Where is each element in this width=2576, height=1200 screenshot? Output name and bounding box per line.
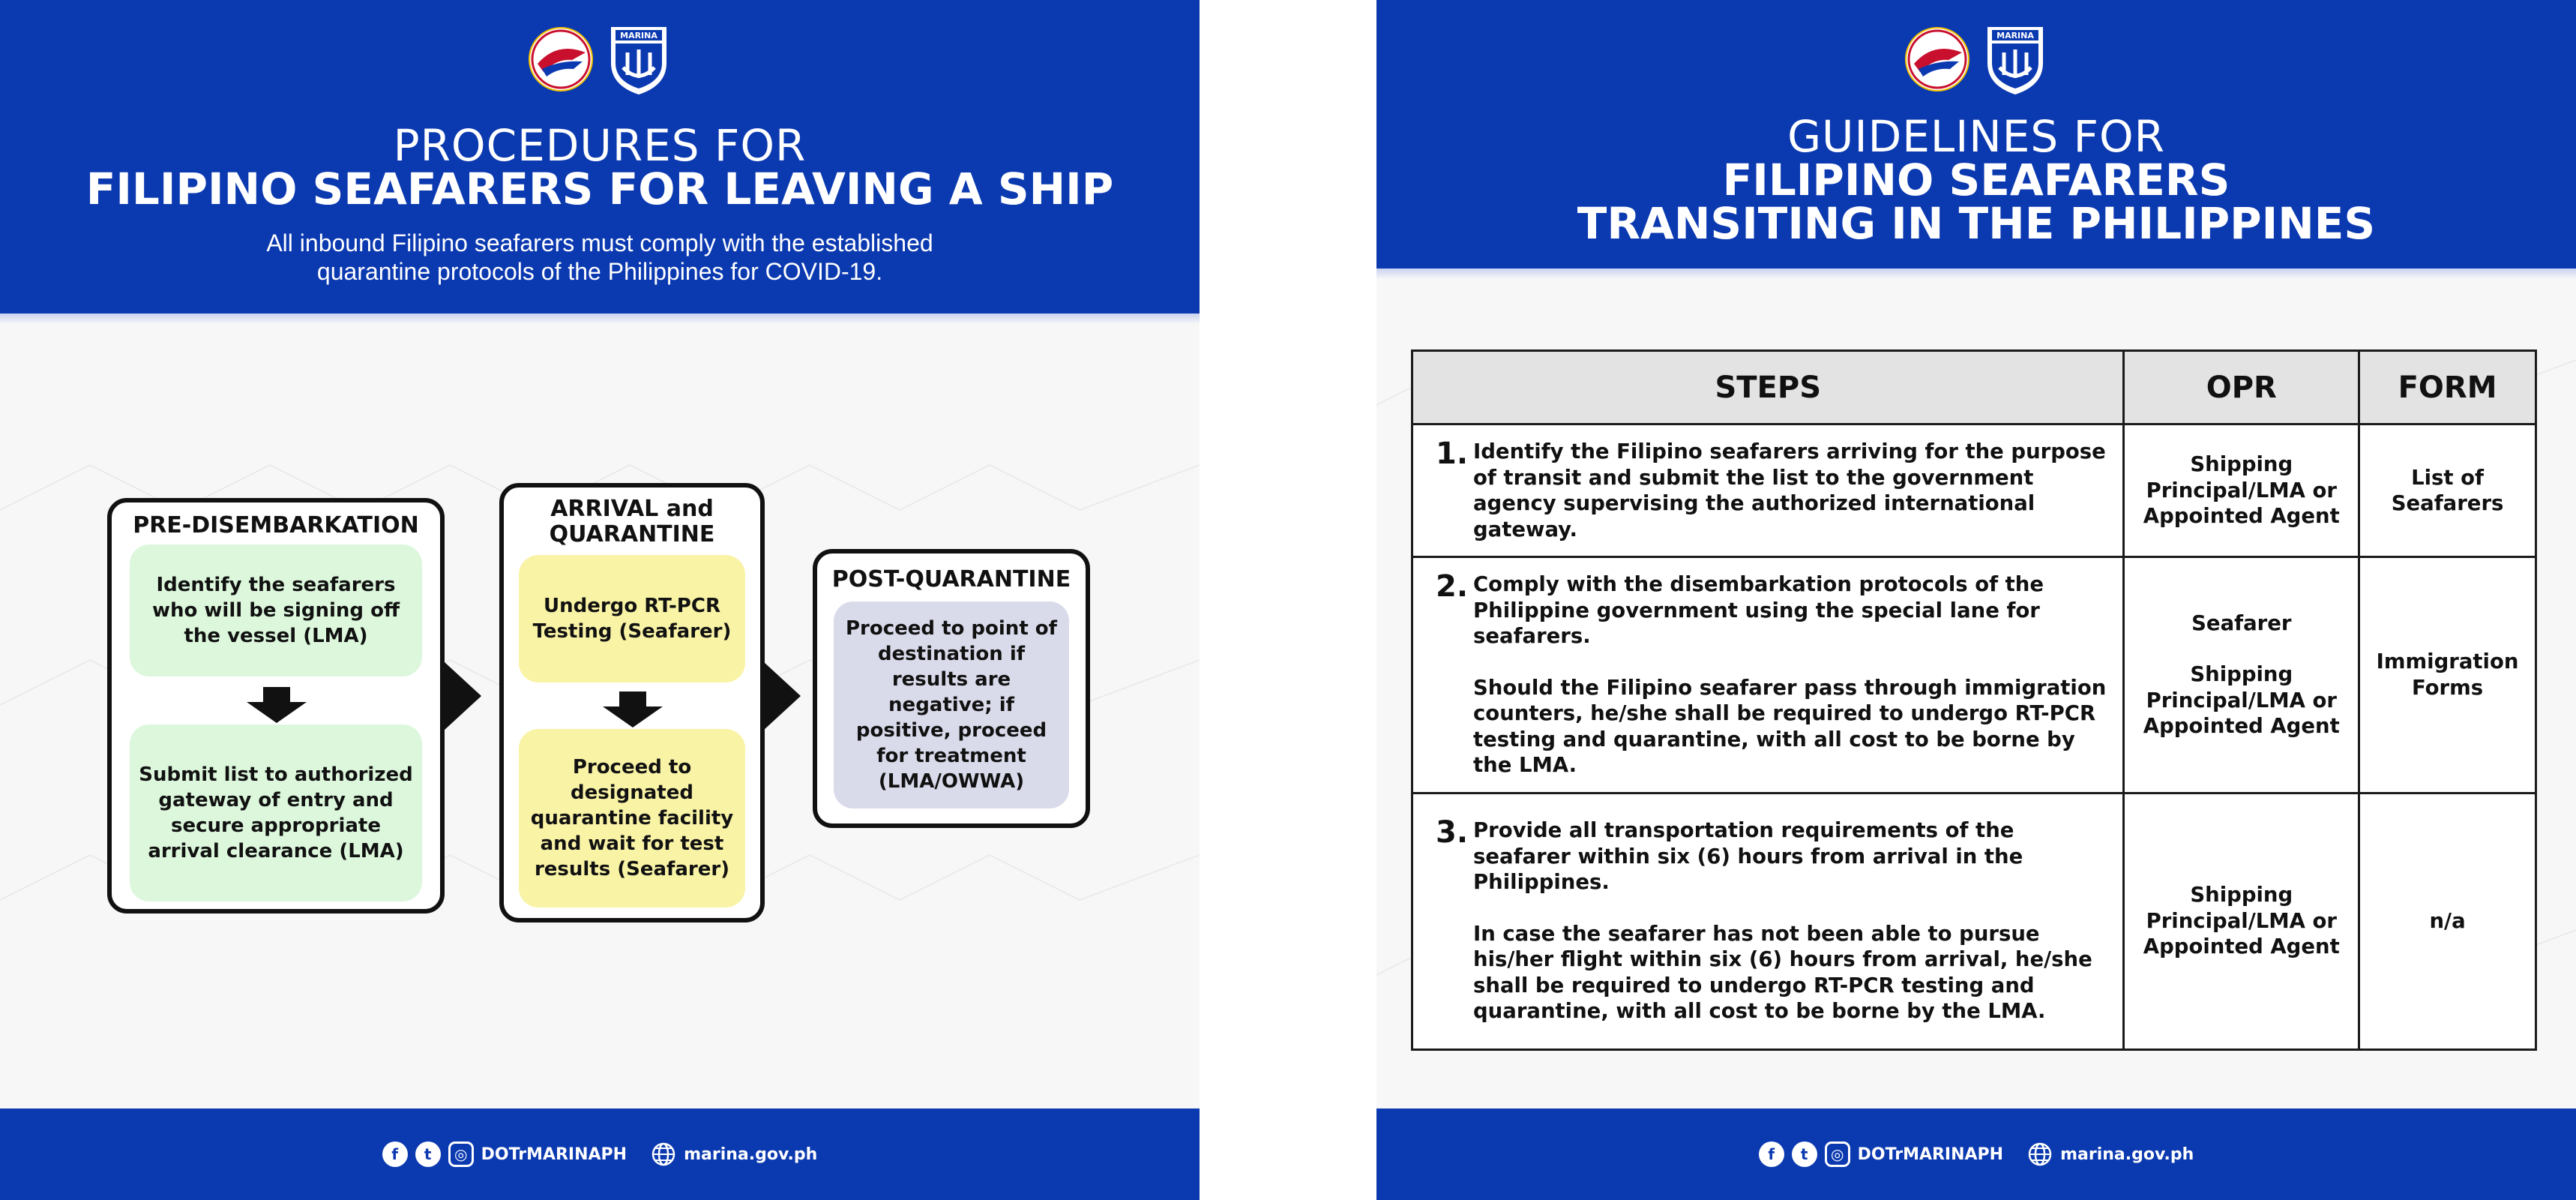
right-arrow-icon <box>444 662 481 730</box>
stage-pre-disembarkation <box>107 498 445 914</box>
marina-shield-logo <box>605 22 672 96</box>
table-header-row <box>1412 351 2536 424</box>
social-handle[interactable]: DOTrMARINAPH <box>481 1144 628 1164</box>
globe-icon <box>651 1142 676 1167</box>
page-title-line2: FILIPINO SEAFARERS <box>1722 154 2230 206</box>
dotr-seal-logo <box>527 22 595 96</box>
footer-band <box>0 1108 1200 1200</box>
twitter-icon[interactable]: t <box>1792 1142 1817 1167</box>
step-number: 1. <box>1436 436 1469 471</box>
step-cell <box>1412 793 2124 1049</box>
opr-paragraph: Shipping Principal/LMA or Appointed Agent <box>2143 662 2340 739</box>
down-arrow-icon <box>247 687 307 723</box>
step-number: 2. <box>1436 569 1469 604</box>
footer-band <box>1376 1108 2576 1200</box>
form-cell: n/a <box>2359 793 2536 1049</box>
stage-title-line2: QUARANTINE <box>549 521 715 548</box>
step-paragraph: Identify the Filipino seafarers arriving for the purpose of transit and submit the list to the government agency supervising the authorized international gateway. <box>1473 440 2106 542</box>
marina-shield-logo <box>1981 22 2049 96</box>
page-title-line2: FILIPINO SEAFARERS FOR LEAVING A SHIP <box>85 164 1114 214</box>
opr-paragraph: Shipping Principal/LMA or Appointed Agent <box>2143 883 2340 959</box>
logo-group <box>527 22 672 96</box>
header-band <box>0 0 1200 314</box>
stage-title-line1: ARRIVAL and <box>550 496 714 522</box>
page-title-line1: GUIDELINES FOR <box>1787 111 2165 162</box>
facebook-icon[interactable]: f <box>1759 1142 1784 1167</box>
social-handle[interactable]: DOTrMARINAPH <box>1857 1144 2004 1164</box>
step-paragraph: In case the seafarer has not been able to pursue his/her flight within six (6) hours from arrival, he/she shall be required to undergo RT-PCR testing and quarantine, with all cost to be borne by the LMA. <box>1473 921 2092 1024</box>
step-card: Submit list to authorized gateway of entry and secure appropriate arrival clearance (LMA) <box>130 724 422 902</box>
opr-paragraph: Shipping Principal/LMA or Appointed Agent <box>2143 452 2340 529</box>
right-arrow-icon <box>763 662 801 730</box>
stage-arrival-quarantine <box>499 483 765 922</box>
stage-title: PRE-DISEMBARKATION <box>133 512 419 538</box>
header-band <box>1376 0 2576 268</box>
opr-cell <box>2124 424 2359 557</box>
facebook-icon[interactable]: f <box>382 1142 408 1167</box>
page-title-line3: TRANSITING IN THE PHILIPPINES <box>1577 198 2376 249</box>
table-row <box>1412 793 2536 1049</box>
stage-title: POST-QUARANTINE <box>831 566 1071 592</box>
column-header-form: FORM <box>2359 351 2536 424</box>
subtitle-line1: All inbound Filipino seafarers must comply with the established <box>266 230 933 256</box>
website-link[interactable]: marina.gov.ph <box>2060 1144 2194 1164</box>
step-paragraph: Should the Filipino seafarer pass through immigration counters, he/she shall be required to undergo RT-PCR testing and quarantine, with all cost to be borne by the LMA. <box>1473 675 2107 777</box>
left-infographic-panel <box>0 0 1200 1200</box>
step-paragraph: Provide all transportation requirements of the seafarer within six (6) hours from arrival in the Philippines. <box>1473 818 2023 895</box>
table-row <box>1412 424 2536 557</box>
website-link[interactable]: marina.gov.ph <box>684 1144 818 1164</box>
column-header-opr: OPR <box>2124 351 2359 424</box>
step-card: Identify the seafarers who will be signing off the vessel (LMA) <box>130 544 422 676</box>
right-infographic-panel <box>1376 0 2576 1200</box>
dotr-seal-logo <box>1904 22 1971 96</box>
step-card: Proceed to designated quarantine facility and wait for test results (Seafarer) <box>519 729 745 908</box>
step-paragraph: Comply with the disembarkation protocols of the Philippine government using the special lane for seafarers. <box>1473 572 2044 648</box>
step-number: 3. <box>1436 815 1469 850</box>
subtitle-line2: quarantine protocols of the Philippines for COVID-19. <box>316 258 883 285</box>
page-title-line1: PROCEDURES FOR <box>393 120 807 171</box>
twitter-icon[interactable]: t <box>415 1142 441 1167</box>
opr-paragraph: Seafarer <box>2191 610 2292 635</box>
marina-logo-text: MARINA <box>1996 31 2034 40</box>
instagram-icon[interactable]: ◎ <box>1825 1142 1850 1167</box>
stage-post-quarantine <box>813 549 1090 828</box>
step-cell <box>1412 424 2124 557</box>
form-cell: Immigration Forms <box>2359 557 2536 794</box>
step-card: Proceed to point of destination if results are negative; if positive, proceed for treatment (LMA/OWWA) <box>834 602 1069 808</box>
marina-logo-text: MARINA <box>620 31 657 40</box>
instagram-icon[interactable]: ◎ <box>448 1142 474 1167</box>
down-arrow-icon <box>603 692 663 728</box>
column-header-steps: STEPS <box>1412 351 2124 424</box>
logo-group <box>1904 22 2049 96</box>
opr-cell <box>2124 793 2359 1049</box>
globe-icon <box>2027 1142 2053 1167</box>
opr-cell <box>2124 557 2359 794</box>
step-card: Undergo RT-PCR Testing (Seafarer) <box>519 555 745 682</box>
table-row <box>1412 557 2536 794</box>
step-cell <box>1412 557 2124 794</box>
form-cell: List of Seafarers <box>2359 424 2536 557</box>
guidelines-table <box>1411 350 2537 1051</box>
